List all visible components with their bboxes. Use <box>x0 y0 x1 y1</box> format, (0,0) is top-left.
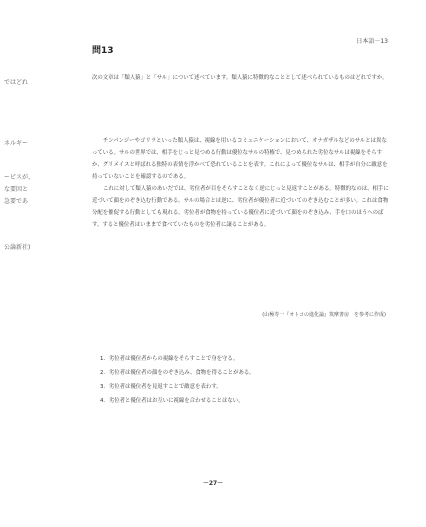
question-title: 問13 <box>92 46 114 56</box>
side-text-fragment: な要因と <box>4 186 29 193</box>
answer-option: 3．劣位者は優位者を見返すことで敵意を表わす。 <box>100 384 222 390</box>
answer-option: 2．劣位者は優位者の顔をのぞき込み、食物を得ることがある。 <box>100 370 255 376</box>
side-text-fragment: 急要であ <box>4 198 29 205</box>
answer-option: 4．劣位者と優位者はお互いに視線を合わせることはない。 <box>100 398 244 404</box>
answer-option: 1．劣位者は優位者からの視線をそらすことで身を守る。 <box>100 356 239 362</box>
side-text-fragment: ーピスが、 <box>4 174 35 181</box>
question-prompt <box>92 72 390 84</box>
page-number: －27－ <box>202 480 224 487</box>
passage-citation: (山極寿一『オトコの進化論』筑摩書房 を参考に作成) <box>262 312 386 318</box>
reading-passage <box>92 135 390 231</box>
exam-header-code: 日本語－13 <box>356 38 388 45</box>
side-text-fragment: ではどれ <box>4 79 29 86</box>
side-text-fragment: ネルギー <box>4 140 29 147</box>
passage-paragraph-2: これに対して類人猿のあいだでは、劣位者が目をそらすことなく逆にじっと見返すことがある。特徴的なのは、相手に近づいて顔をのぞき込む行動である。サルの場合とは逆に、劣位者が優位者に近づいてのぞき込むことが多い。これは食物分配を催促する行動としても現れる。劣位者が食物を持っている優位者に近づいて顔をのぞき込み、手を口のほうへのばす。すると優位者はいままで食べていたものを劣位者に譲ることがある。 <box>92 186 389 228</box>
answer-options <box>100 352 255 408</box>
side-text-fragment: 公論新社) <box>4 244 31 251</box>
passage-paragraph-1: チンパンジーやゴリラといった類人猿は、視線を用いるコミュニケーションにおいて、オナガザルなどのサルとは異なっている。サルの世界では、相手をじっと見つめる行動は優位なサルの特権で、見つめられた劣位なサルは視線をそらすか、グリメイスと呼ばれる独特の表情を浮かべて恐れていることを表す。これによって優位なサルは、相手が自分に敵意を持っていないことを確認するのである。 <box>92 138 388 180</box>
question-prompt-text: 次の文章は「類人猿」と「サル」について述べています。類人猿に特徴的なこととして述べられているものはどれですか。 <box>92 75 388 81</box>
